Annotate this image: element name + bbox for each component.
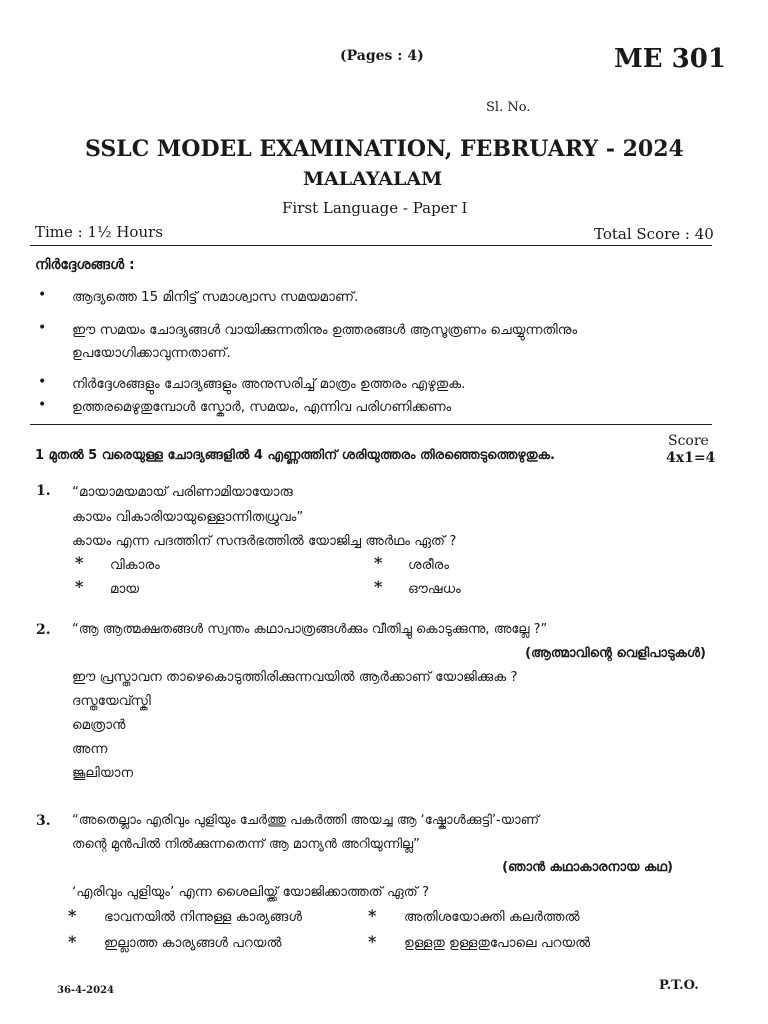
instruction-item-continuation: ഉപയോഗിക്കാവുന്നതാണ്. xyxy=(72,345,231,361)
score-label: Score xyxy=(668,433,709,449)
question-prompt: ഈ പ്രസ്താവന താഴെകൊടുത്തിരിക്കുന്നവയിൽ ആർക്കാണ് യോജിക്കുക ? xyxy=(72,669,518,685)
answer-option: ജൂലിയാന xyxy=(72,765,134,781)
answer-option: മെത്രാൻ xyxy=(72,717,126,733)
answer-option: അതിശയോക്തി കലർത്തൽ xyxy=(404,909,580,925)
answer-option: ശരീരം xyxy=(408,557,449,573)
question-text: തന്റെ മുൻപിൽ നിൽക്കുന്നതെന്ന് ആ മാന്യൻ അറിയുന്നില്ല” xyxy=(72,837,420,852)
bullet-icon: • xyxy=(38,397,47,413)
paper-subtitle: First Language - Paper I xyxy=(282,199,468,217)
exam-title: SSLC MODEL EXAMINATION, FEBRUARY - 2024 xyxy=(85,136,684,162)
bullet-icon: • xyxy=(38,320,47,336)
question-prompt: കായം എന്ന പദത്തിന് സന്ദർഭത്തിൽ യോജിച്ച അർഥം ഏത് ? xyxy=(72,533,457,549)
answer-option: വികാരം xyxy=(110,557,160,573)
question-text: “ആ ആത്മക്ഷതങ്ങൾ സ്വന്തം കഥാപാത്രങ്ങൾക്കും വീതിച്ചു കൊടുക്കുന്നു, അല്ലേ ?” xyxy=(72,622,548,637)
instruction-item: ഈ സമയം ചോദ്യങ്ങൾ വായിക്കുന്നതിനും ഉത്തരങ്ങൾ ആസൂത്രണം ചെയ്യുന്നതിനും xyxy=(72,322,578,338)
bullet-icon: • xyxy=(38,287,47,303)
section-instruction: 1 മുതൽ 5 വരെയുള്ള ചോദ്യങ്ങളിൽ 4 എണ്ണത്തിന് ശരിയുത്തരം തിരഞ്ഞെടുത്തെഴുതുക. xyxy=(35,448,555,463)
total-score: Total Score : 40 xyxy=(594,225,714,243)
instructions-divider xyxy=(30,424,712,425)
footer-code: 36-4-2024 xyxy=(57,985,115,996)
question-number: 1. xyxy=(36,483,51,499)
answer-option: അന്ന xyxy=(72,741,108,757)
question-number: 2. xyxy=(36,622,51,638)
serial-number-label: Sl. No. xyxy=(486,100,531,115)
source-citation: (ഞാൻ കഥാകാരനായ കഥ) xyxy=(502,860,673,875)
option-star-icon: * xyxy=(368,906,377,925)
answer-option: മായ xyxy=(110,581,140,597)
instruction-item: നിർദ്ദേശങ്ങളും ചോദ്യങ്ങളും അനുസരിച്ച് മാത്രം ഉത്തരം എഴുതുക. xyxy=(72,376,466,392)
option-star-icon: * xyxy=(75,577,84,596)
instructions-heading: നിർദ്ദേശങ്ങൾ : xyxy=(35,257,135,273)
score-value: 4x1=4 xyxy=(666,450,716,466)
option-star-icon: * xyxy=(68,906,77,925)
question-text: “അതെല്ലാം എരിവും പുളിയും ചേർത്തു പകർത്തി അയച്ച ആ ‘ഷ്കോൾക്കുട്ടി’-യാണ് xyxy=(72,813,540,828)
question-prompt: ‘എരിവും പുളിയും’ എന്ന ശൈലിയ്ക്ക് യോജിക്കാത്തത് ഏത് ? xyxy=(72,884,430,900)
bullet-icon: • xyxy=(38,374,47,390)
question-number: 3. xyxy=(36,813,51,829)
header-divider xyxy=(30,245,712,246)
question-text: “മായാമയമായ് പരിണാമിയായോരു xyxy=(72,484,293,500)
instruction-item: ഉത്തരമെഴുതുമ്പോൾ സ്കോർ, സമയം, എന്നിവ പരിഗണിക്കണം xyxy=(72,399,452,415)
answer-option: ഉള്ളതു ഉള്ളതുപോലെ പറയൽ xyxy=(404,935,591,951)
option-star-icon: * xyxy=(374,553,383,572)
option-star-icon: * xyxy=(75,553,84,572)
answer-option: ഭാവനയിൽ നിന്നുള്ള കാര്യങ്ങൾ xyxy=(104,909,302,925)
option-star-icon: * xyxy=(68,932,77,951)
answer-option: ദസ്തയേവ്സ്കി xyxy=(72,693,151,709)
instruction-item: ആദ്യത്തെ 15 മിനിട്ട് സമാശ്വാസ സമയമാണ്. xyxy=(72,289,359,305)
question-text: കായം വികാരിയായുള്ളൊന്നിതധ്രുവം” xyxy=(72,509,304,525)
answer-option: ഔഷധം xyxy=(408,581,461,597)
paper-code: ME 301 xyxy=(614,44,726,74)
answer-option: ഇല്ലാത്ത കാര്യങ്ങൾ പറയൽ xyxy=(104,935,282,951)
option-star-icon: * xyxy=(374,577,383,596)
page-count: (Pages : 4) xyxy=(340,48,424,64)
source-citation: (ആത്മാവിന്റെ വെളിപാടുകൾ) xyxy=(525,646,706,661)
please-turn-over: P.T.O. xyxy=(659,978,699,993)
option-star-icon: * xyxy=(368,932,377,951)
time-allowed: Time : 1½ Hours xyxy=(35,223,163,241)
subject-title: MALAYALAM xyxy=(303,168,443,190)
